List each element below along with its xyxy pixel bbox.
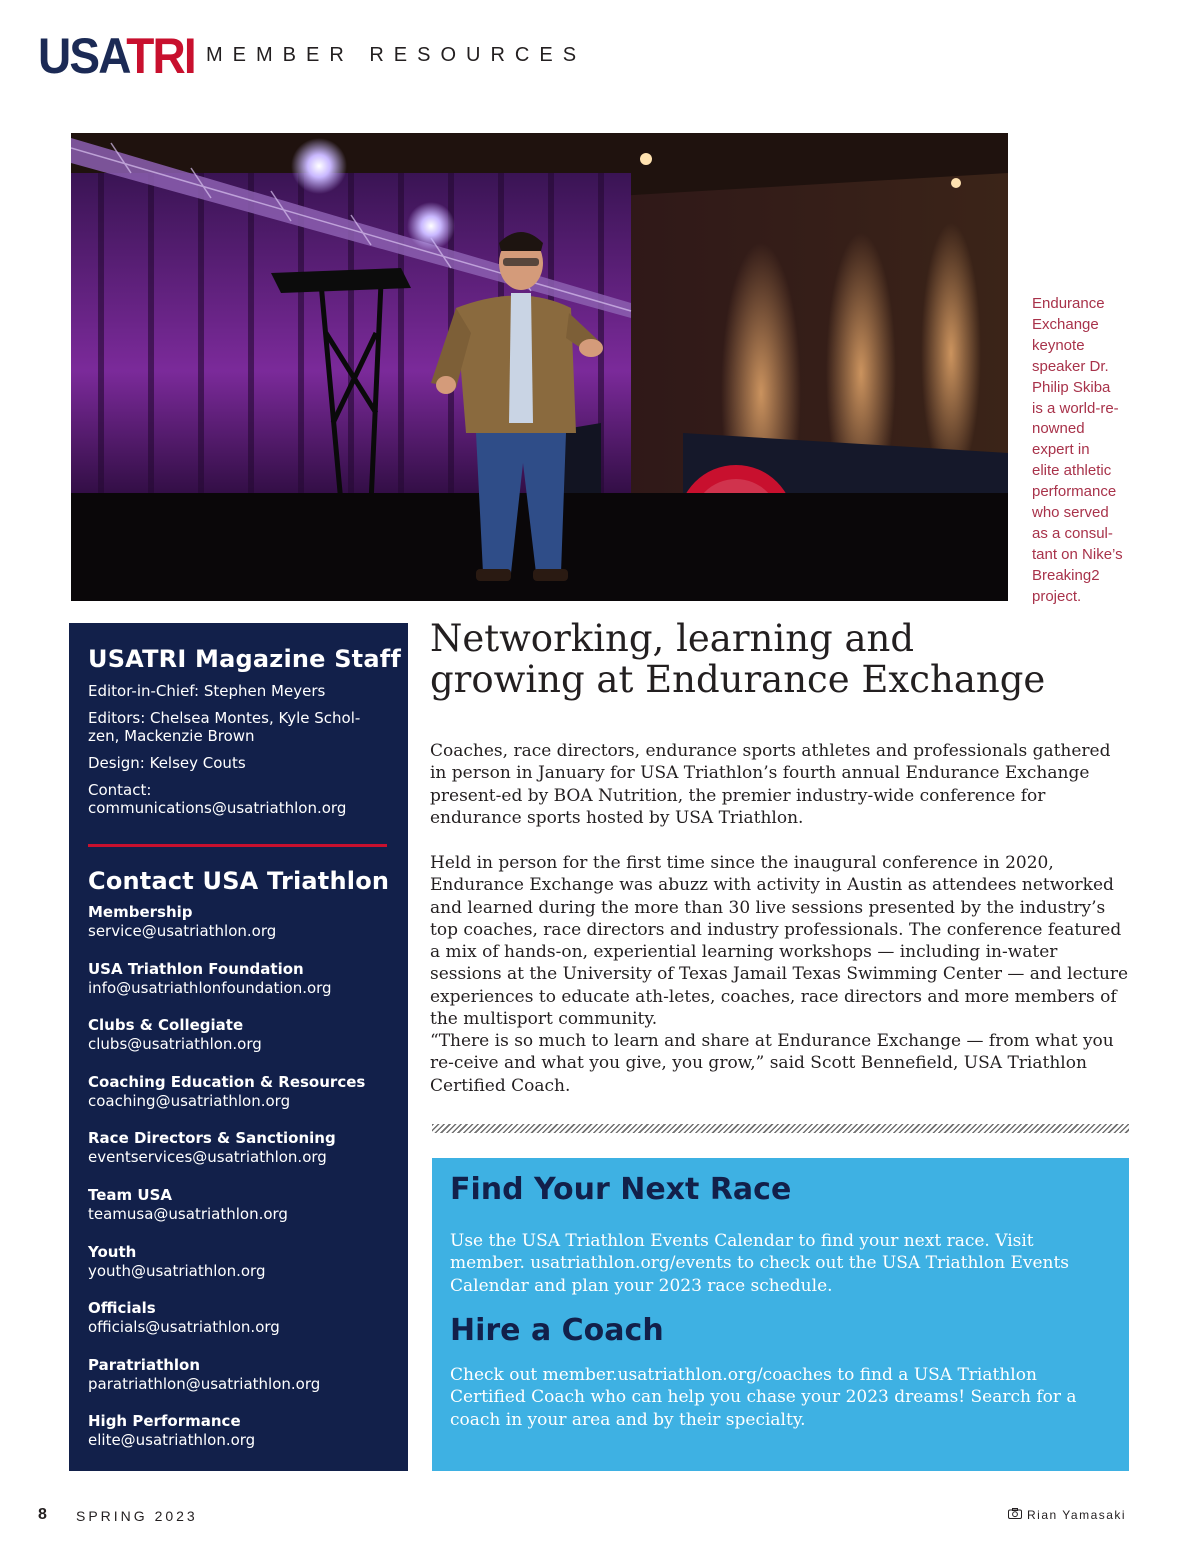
contact-item xyxy=(88,1356,398,1394)
staff-contact-sidebar xyxy=(69,623,408,1471)
caption-line: keynote xyxy=(1032,336,1085,354)
issue-label: SPRING 2023 xyxy=(76,1508,198,1524)
article-headline xyxy=(430,618,1130,700)
caption-line: performance xyxy=(1032,483,1117,501)
article-paragraph: “There is so much to learn and share at Endurance Exchange — from what you re-ceive and what you give, you grow,” said Scott Bennefield, USA Triathlon Certified Coach. xyxy=(430,1031,1114,1096)
staff-line: Editors: Chelsea Montes, Kyle Schol- xyxy=(88,709,361,727)
find-race-heading: Find Your Next Race xyxy=(450,1172,792,1207)
find-race-text: Use the USA Triathlon Events Calendar to find your next race. Visit member. usatriathlon.org/events to check out the USA Triathlon Events Calendar and plan your 2023 race schedule. xyxy=(450,1231,1070,1296)
contact-label: Team USA xyxy=(88,1186,172,1204)
photo-credit xyxy=(1008,1508,1126,1522)
staff-line: Editor-in-Chief: Stephen Meyers xyxy=(88,682,326,700)
promo-box xyxy=(432,1158,1129,1471)
page-number: 8 xyxy=(38,1506,47,1523)
hatched-divider xyxy=(432,1124,1129,1133)
headline-line: growing at Endurance Exchange xyxy=(430,658,1046,701)
caption-line: Breaking2 xyxy=(1032,566,1100,584)
caption-line: as a consul- xyxy=(1032,524,1113,542)
contact-item xyxy=(88,903,398,941)
logo-usa: USA xyxy=(38,28,127,84)
contact-label: USA Triathlon Foundation xyxy=(88,960,304,978)
contact-email[interactable]: info@usatriathlonfoundation.org xyxy=(88,979,332,997)
contact-item xyxy=(88,1412,398,1450)
contact-item xyxy=(88,1073,398,1111)
contact-email[interactable]: paratriathlon@usatriathlon.org xyxy=(88,1375,321,1393)
caption-line: expert in xyxy=(1032,441,1090,459)
caption-line: Endurance xyxy=(1032,295,1105,312)
caption-line: elite athletic xyxy=(1032,462,1112,480)
contact-email[interactable]: youth@usatriathlon.org xyxy=(88,1262,266,1280)
photo-caption xyxy=(1032,294,1136,608)
staff-line: Design: Kelsey Couts xyxy=(88,754,246,772)
caption-line: who served xyxy=(1032,504,1109,522)
contact-item xyxy=(88,960,398,998)
sidebar-divider xyxy=(88,844,387,847)
contact-label: Coaching Education & Resources xyxy=(88,1073,366,1091)
contact-label: Youth xyxy=(88,1243,137,1261)
hire-coach-text: Check out member.usatriathlon.org/coaches to find a USA Triathlon Certified Coach who can help you chase your 2023 dreams! Search for a coach in your area and by their specialty. xyxy=(450,1365,1077,1430)
staff-contact-email[interactable]: communications@usatriathlon.org xyxy=(88,799,347,817)
article-paragraph: Held in person for the first time since the inaugural conference in 2020, Endurance Exchange was abuzz with activity in Austin as attendees networked and learned during the more than 30 live sessions presented by the industry’s top coaches, race directors and industry professionals. The conference featured a mix of hands-on, experiential learning workshops — including in-water sessions at the University of Texas Jamail Texas Swimming Center — and lecture experiences to educate ath-letes, coaches, race directors and more members of the multisport community. xyxy=(430,853,1129,1030)
caption-line: nowned xyxy=(1032,420,1085,438)
contact-item xyxy=(88,1243,398,1281)
contact-email[interactable]: clubs@usatriathlon.org xyxy=(88,1035,262,1053)
hire-coach-heading: Hire a Coach xyxy=(450,1313,664,1348)
contact-item xyxy=(88,1186,398,1224)
contact-label: Paratriathlon xyxy=(88,1356,201,1374)
contact-label: Clubs & Collegiate xyxy=(88,1016,244,1034)
contact-label: Race Directors & Sanctioning xyxy=(88,1129,336,1147)
caption-line: tant on Nike’s xyxy=(1032,545,1123,563)
photo-credit-name: Rian Yamasaki xyxy=(1027,1508,1127,1522)
contact-item xyxy=(88,1016,398,1054)
contact-label: Membership xyxy=(88,903,193,921)
contact-label: Officials xyxy=(88,1299,156,1317)
contact-item xyxy=(88,1299,398,1337)
contact-label: High Performance xyxy=(88,1412,241,1430)
logo-tri: TRI xyxy=(126,28,195,84)
caption-line: project. xyxy=(1032,587,1082,605)
camera-icon xyxy=(1008,1508,1022,1522)
usatri-logo xyxy=(38,28,195,84)
article-paragraph: Coaches, race directors, endurance sports athletes and professionals gathered in person in January for USA Triathlon’s fourth annual Endurance Exchange present-ed by BOA Nutrition, the premier industry-wide conference for endurance sports hosted by USA Triathlon. xyxy=(430,741,1111,828)
contact-email[interactable]: eventservices@usatriathlon.org xyxy=(88,1148,327,1166)
contact-email[interactable]: coaching@usatriathlon.org xyxy=(88,1092,291,1110)
staff-line: Contact: xyxy=(88,781,152,799)
contact-email[interactable]: teamusa@usatriathlon.org xyxy=(88,1205,288,1223)
caption-line: speaker Dr. xyxy=(1032,357,1109,375)
contact-item xyxy=(88,1129,398,1167)
contact-email[interactable]: service@usatriathlon.org xyxy=(88,922,277,940)
contact-email[interactable]: officials@usatriathlon.org xyxy=(88,1318,280,1336)
contact-email[interactable]: elite@usatriathlon.org xyxy=(88,1431,256,1449)
section-label: MEMBER RESOURCES xyxy=(206,44,587,66)
caption-line: Philip Skiba xyxy=(1032,378,1111,396)
keynote-photo xyxy=(71,133,1008,601)
staff-title: USATRI Magazine Staff xyxy=(88,645,402,673)
headline-line: Networking, learning and xyxy=(430,617,915,660)
contact-title: Contact USA Triathlon xyxy=(88,867,390,895)
caption-line: Exchange xyxy=(1032,315,1099,333)
staff-line: zen, Mackenzie Brown xyxy=(88,727,255,745)
caption-line: is a world-re- xyxy=(1032,399,1119,417)
